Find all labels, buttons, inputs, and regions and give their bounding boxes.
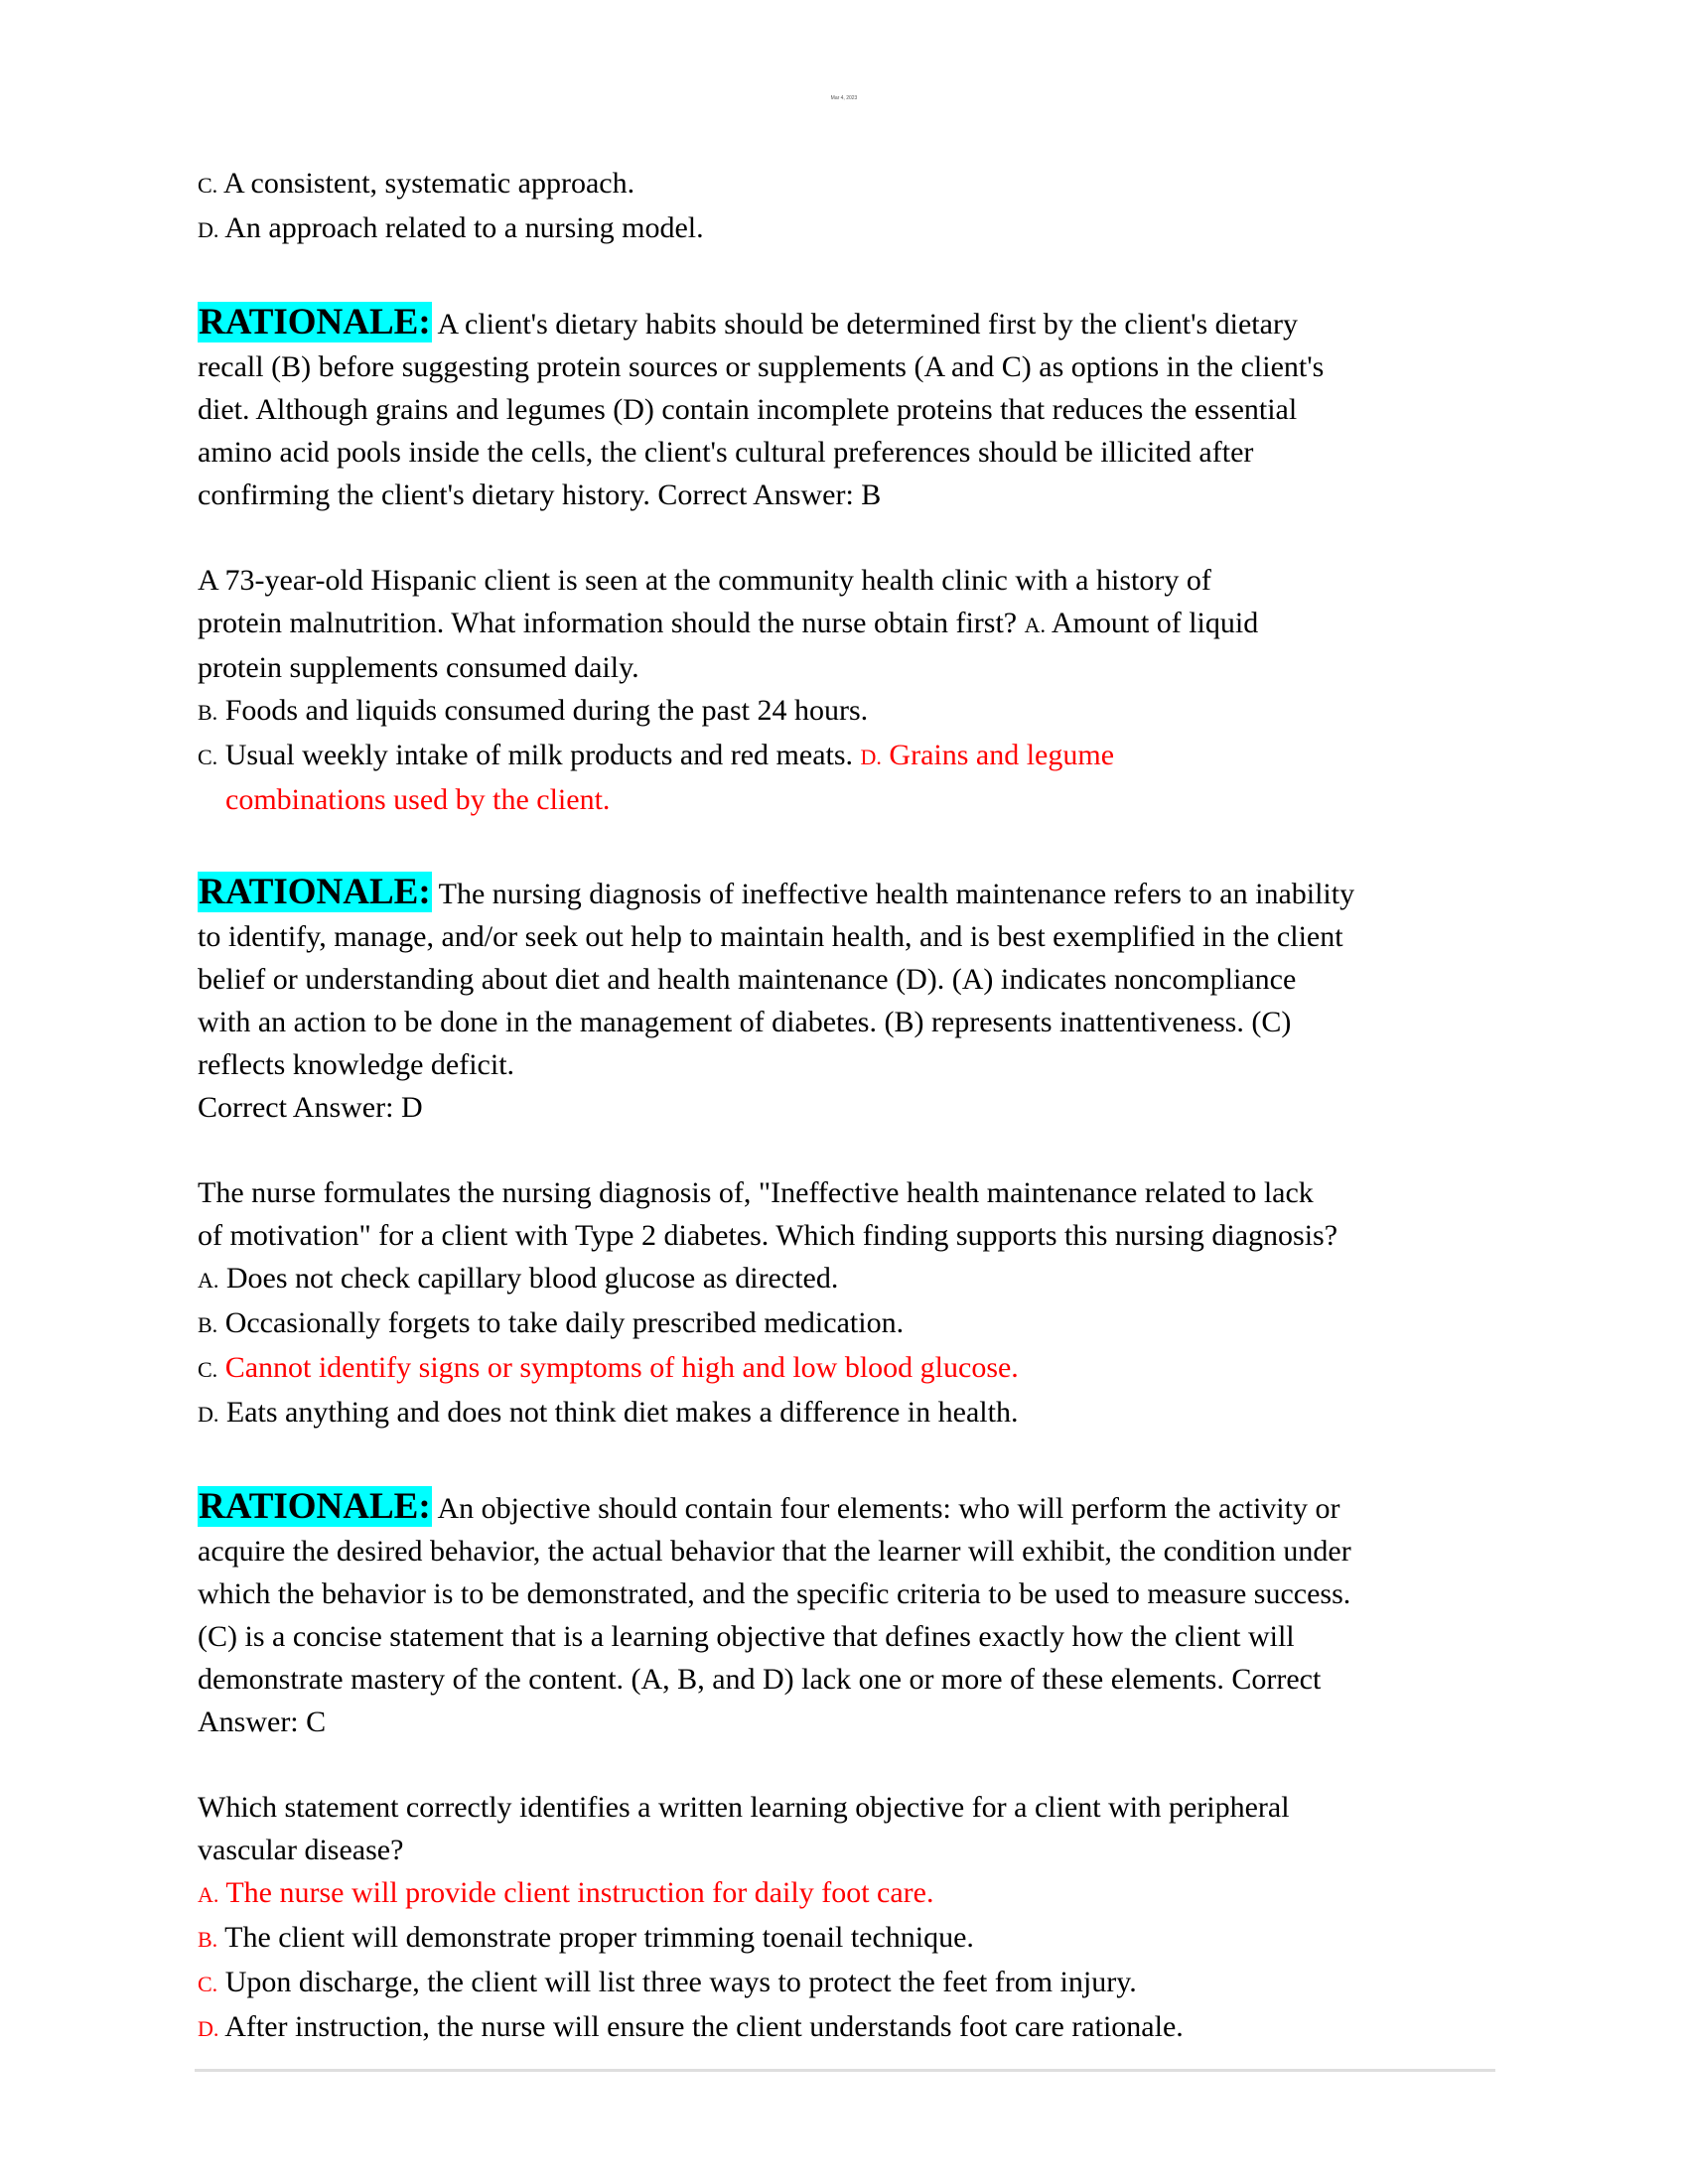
option-label: B. [198, 1927, 218, 1952]
option-text: Occasionally forgets to take daily prescribed medication. [224, 1306, 905, 1339]
option-label: D. [198, 217, 219, 242]
option-label: B. [198, 700, 218, 725]
option-text: Amount of liquid [1051, 607, 1259, 639]
question-text: vascular disease? [198, 1834, 404, 1866]
option-a [198, 1257, 1498, 1301]
previous-question-options [198, 162, 1498, 251]
rationale-text: (C) is a concise statement that is a learning objective that defines exactly how the client will [198, 1620, 1295, 1653]
correct-answer: Answer: C [198, 1706, 327, 1738]
question-block-3 [198, 1171, 1498, 1435]
rationale-block-3 [198, 1485, 1498, 1743]
option-label: A. [1024, 613, 1047, 637]
question-text: Which statement correctly identifies a written learning objective for a client with peripheral [198, 1791, 1290, 1824]
option-d [198, 1391, 1498, 1435]
rationale-text: to identify, manage, and/or seek out help to maintain health, and is best exemplified in the client [198, 920, 1343, 953]
option-a [198, 1871, 1498, 1916]
option-d [198, 2005, 1498, 2050]
rationale-heading: RATIONALE: [199, 872, 431, 912]
rationale-text: reflects knowledge deficit. [198, 1048, 515, 1081]
option-text: Upon discharge, the client will list three ways to protect the feet from injury. [224, 1966, 1137, 1998]
rationale-text: recall (B) before suggesting protein sources or supplements (A and C) as options in the client's [198, 350, 1325, 383]
option-label: C. [198, 1357, 218, 1382]
option-label: C. [198, 1972, 218, 1996]
question-text: The nurse formulates the nursing diagnosis of, "Ineffective health maintenance related to lack [198, 1176, 1314, 1209]
rationale-text: demonstrate mastery of the content. (A, B, and D) lack one or more of these elements. Correct [198, 1663, 1322, 1696]
option-c [198, 1961, 1498, 2005]
option-text-highlighted: Cannot identify signs or symptoms of high and low blood glucose. [224, 1351, 1019, 1384]
option-label: B. [198, 1312, 218, 1337]
question-text: protein malnutrition. What information should the nurse obtain first? [198, 607, 1025, 639]
option-text-continuation-highlighted: combinations used by the client. [225, 783, 611, 816]
option-label: A. [198, 1882, 219, 1907]
option-label: D. [198, 1402, 219, 1427]
option-label: D. [198, 2016, 219, 2041]
question-text: A 73-year-old Hispanic client is seen at the community health clinic with a history of [198, 564, 1211, 597]
rationale-text: which the behavior is to be demonstrated, and the specific criteria to be used to measure success. [198, 1577, 1351, 1610]
option-text: Foods and liquids consumed during the past 24 hours. [224, 694, 869, 727]
rationale-text: An objective should contain four elements: who will perform the activity or [431, 1492, 1340, 1525]
rationale-block-2 [198, 871, 1498, 1129]
rationale-block-1 [198, 301, 1498, 516]
option-label: A. [198, 1268, 219, 1293]
rationale-text: A client's dietary habits should be determined first by the client's dietary [431, 308, 1298, 341]
question-text: of motivation" for a client with Type 2 diabetes. Which finding supports this nursing diagnosis? [198, 1219, 1338, 1252]
rationale-text: with an action to be done in the management of diabetes. (B) represents inattentiveness. (C) [198, 1006, 1292, 1038]
option-text: A consistent, systematic approach. [223, 167, 635, 200]
option-text: Eats anything and does not think diet makes a difference in health. [225, 1396, 1019, 1429]
option-text: An approach related to a nursing model. [224, 211, 704, 244]
rationale-text: confirming the client's dietary history. Correct Answer: B [198, 478, 882, 511]
option-text: After instruction, the nurse will ensure the client understands foot care rationale. [224, 2010, 1184, 2043]
option-b [198, 689, 1498, 734]
option-label: C. [198, 745, 218, 769]
rationale-text: belief or understanding about diet and health maintenance (D). (A) indicates noncompliance [198, 963, 1297, 996]
option-text: The client will demonstrate proper trimming toenail technique. [224, 1921, 974, 1954]
rationale-text: The nursing diagnosis of ineffective health maintenance refers to an inability [431, 878, 1355, 910]
option-c [198, 734, 1498, 778]
correct-answer: Correct Answer: D [198, 1091, 423, 1124]
page-divider [195, 2069, 1495, 2072]
question-block-2 [198, 559, 1498, 821]
document-body [198, 162, 1498, 2050]
option-text-highlighted: Grains and legume [889, 739, 1115, 771]
option-c [198, 1346, 1498, 1391]
rationale-heading: RATIONALE: [199, 302, 431, 342]
option-text-highlighted: The nurse will provide client instruction for daily foot care. [225, 1876, 934, 1909]
option-d [198, 206, 1498, 251]
option-b [198, 1916, 1498, 1961]
option-text: Usual weekly intake of milk products and red meats. [224, 739, 861, 771]
rationale-heading: RATIONALE: [199, 1486, 431, 1527]
page-header: Mar 4, 2023 [830, 95, 858, 101]
option-c [198, 162, 1498, 206]
option-text-continuation: protein supplements consumed daily. [198, 651, 639, 684]
option-b [198, 1301, 1498, 1346]
option-label: C. [198, 173, 218, 198]
option-label-highlighted: D. [860, 745, 882, 769]
question-block-4 [198, 1786, 1498, 2050]
rationale-text: amino acid pools inside the cells, the client's cultural preferences should be illicited after [198, 436, 1254, 469]
option-text: Does not check capillary blood glucose as directed. [225, 1262, 839, 1295]
rationale-text: acquire the desired behavior, the actual behavior that the learner will exhibit, the condition under [198, 1535, 1351, 1568]
rationale-text: diet. Although grains and legumes (D) contain incomplete proteins that reduces the essential [198, 393, 1298, 426]
